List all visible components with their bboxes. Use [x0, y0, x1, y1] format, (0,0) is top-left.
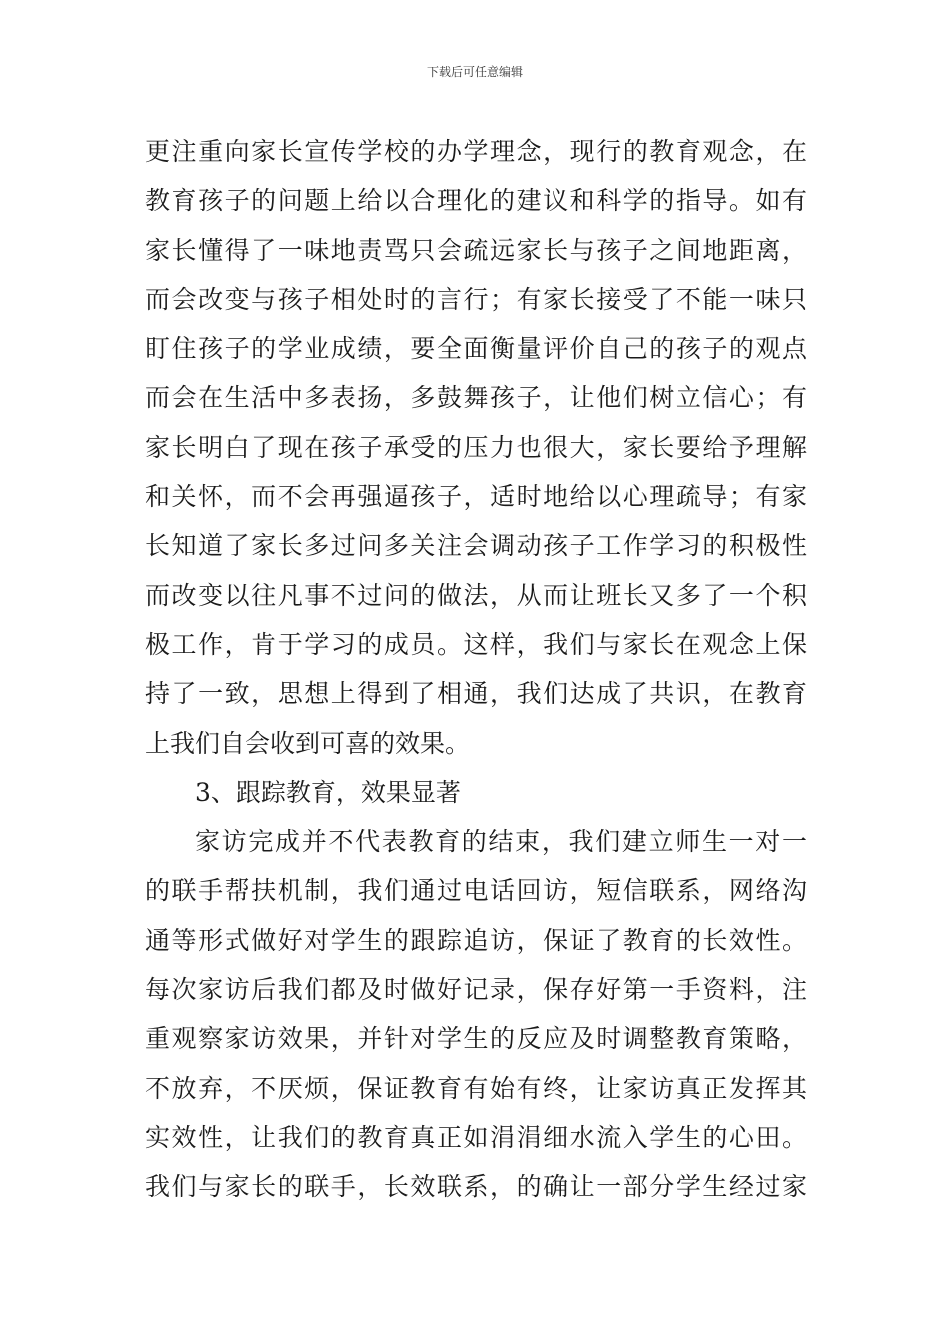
text-line: 上我们自会收到可喜的效果。	[145, 728, 471, 758]
text-line: 而改变以往凡事不过问的做法，从而让班长又多了一个积	[145, 580, 807, 610]
text-line: 和关怀，而不会再强逼孩子，适时地给以心理疏导；有家	[145, 482, 807, 512]
text-line: 的联手帮扶机制，我们通过电话回访，短信联系，网络沟	[145, 876, 807, 906]
text-line: 家长明白了现在孩子承受的压力也很大，家长要给予理解	[145, 432, 807, 462]
text-line: 而会在生活中多表扬，多鼓舞孩子，让他们树立信心；有	[145, 383, 807, 413]
page-header: 下载后可任意编辑	[426, 65, 523, 79]
text-line: 更注重向家长宣传学校的办学理念，现行的教育观念，在	[145, 137, 807, 166]
text-line: 我们与家长的联手，长效联系，的确让一部分学生经过家	[145, 1172, 807, 1202]
text-line: 通等形式做好对学生的跟踪追访，保证了教育的长效性。	[145, 925, 807, 955]
text-line: 极工作，肯于学习的成员。这样，我们与家长在观念上保	[145, 629, 807, 659]
text-line: 盯住孩子的学业成绩，要全面衡量评价自己的孩子的观点	[145, 334, 807, 364]
text-line: 长知道了家长多过问多关注会调动孩子工作学习的积极性	[145, 531, 807, 561]
text-line: 家长懂得了一味地责骂只会疏远家长与孩子之间地距离，	[145, 235, 807, 265]
text-line: 家访完成并不代表教育的结束，我们建立师生一对一	[195, 827, 807, 857]
document-body	[145, 127, 807, 1212]
text-line: 重观察家访效果，并针对学生的反应及时调整教育策略，	[145, 1024, 807, 1054]
text-line: 持了一致，思想上得到了相通，我们达成了共识，在教育	[145, 679, 807, 709]
text-line: 3、跟踪教育，效果显著	[195, 777, 461, 807]
text-line: 而会改变与孩子相处时的言行；有家长接受了不能一味只	[145, 284, 807, 314]
text-line: 不放弃，不厌烦，保证教育有始有终，让家访真正发挥其	[145, 1073, 807, 1103]
text-line: 教育孩子的问题上给以合理化的建议和科学的指导。如有	[145, 186, 807, 216]
text-line: 每次家访后我们都及时做好记录，保存好第一手资料，注	[145, 975, 807, 1005]
text-line: 实效性，让我们的教育真正如涓涓细水流入学生的心田。	[145, 1122, 807, 1152]
